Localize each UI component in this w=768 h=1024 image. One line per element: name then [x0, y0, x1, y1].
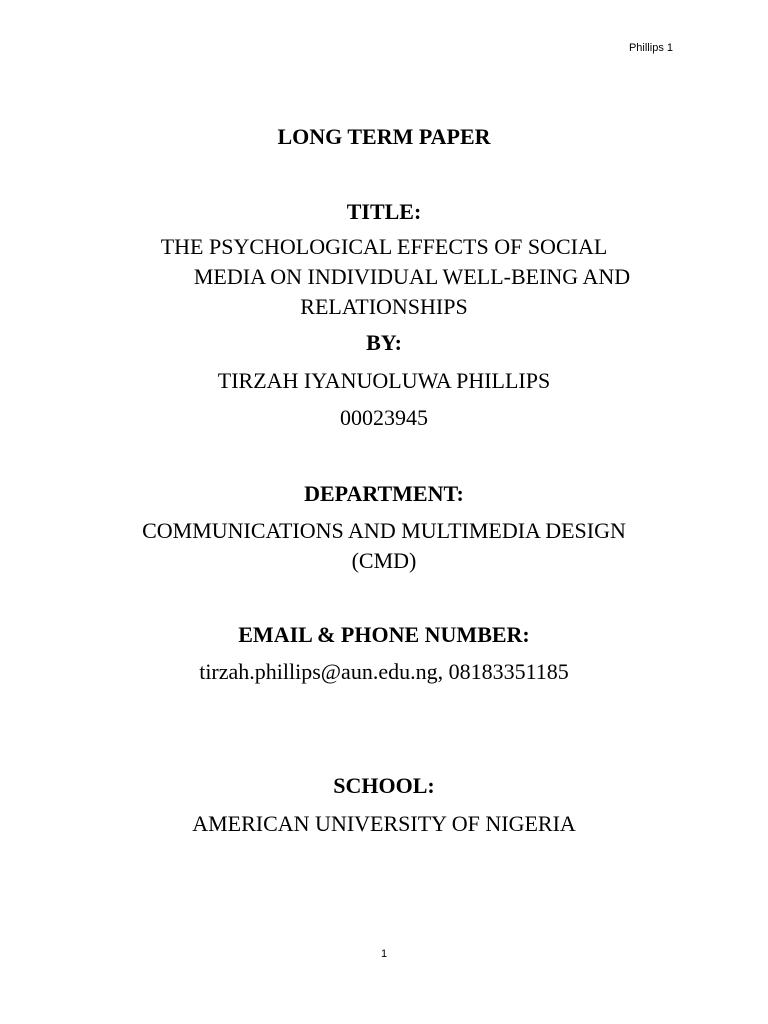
paper-title-line-3: RELATIONSHIPS	[300, 294, 468, 319]
school-name: AMERICAN UNIVERSITY OF NIGERIA	[192, 811, 576, 836]
page-number: 1	[380, 948, 388, 960]
department-line-2: (CMD)	[351, 548, 417, 573]
student-id: 00023945	[340, 405, 428, 430]
contact-value: tirzah.phillips@aun.edu.ng, 08183351185	[199, 659, 569, 684]
title-label: TITLE:	[346, 199, 422, 224]
paper-title-line-2: MEDIA ON INDIVIDUAL WELL-BEING AND	[193, 264, 631, 289]
school-label: SCHOOL:	[333, 773, 435, 798]
author-name: TIRZAH IYANUOLUWA PHILLIPS	[217, 368, 551, 393]
paper-title-line-1: THE PSYCHOLOGICAL EFFECTS OF SOCIAL	[160, 234, 608, 259]
department-label: DEPARTMENT:	[304, 481, 464, 506]
department-line-1: COMMUNICATIONS AND MULTIMEDIA DESIGN	[142, 518, 626, 543]
running-head: Phillips 1	[628, 42, 673, 54]
paper-title	[90, 232, 678, 322]
paper-type-heading: LONG TERM PAPER	[277, 124, 491, 149]
by-label: BY:	[366, 330, 402, 355]
contact-label: EMAIL & PHONE NUMBER:	[238, 622, 530, 647]
